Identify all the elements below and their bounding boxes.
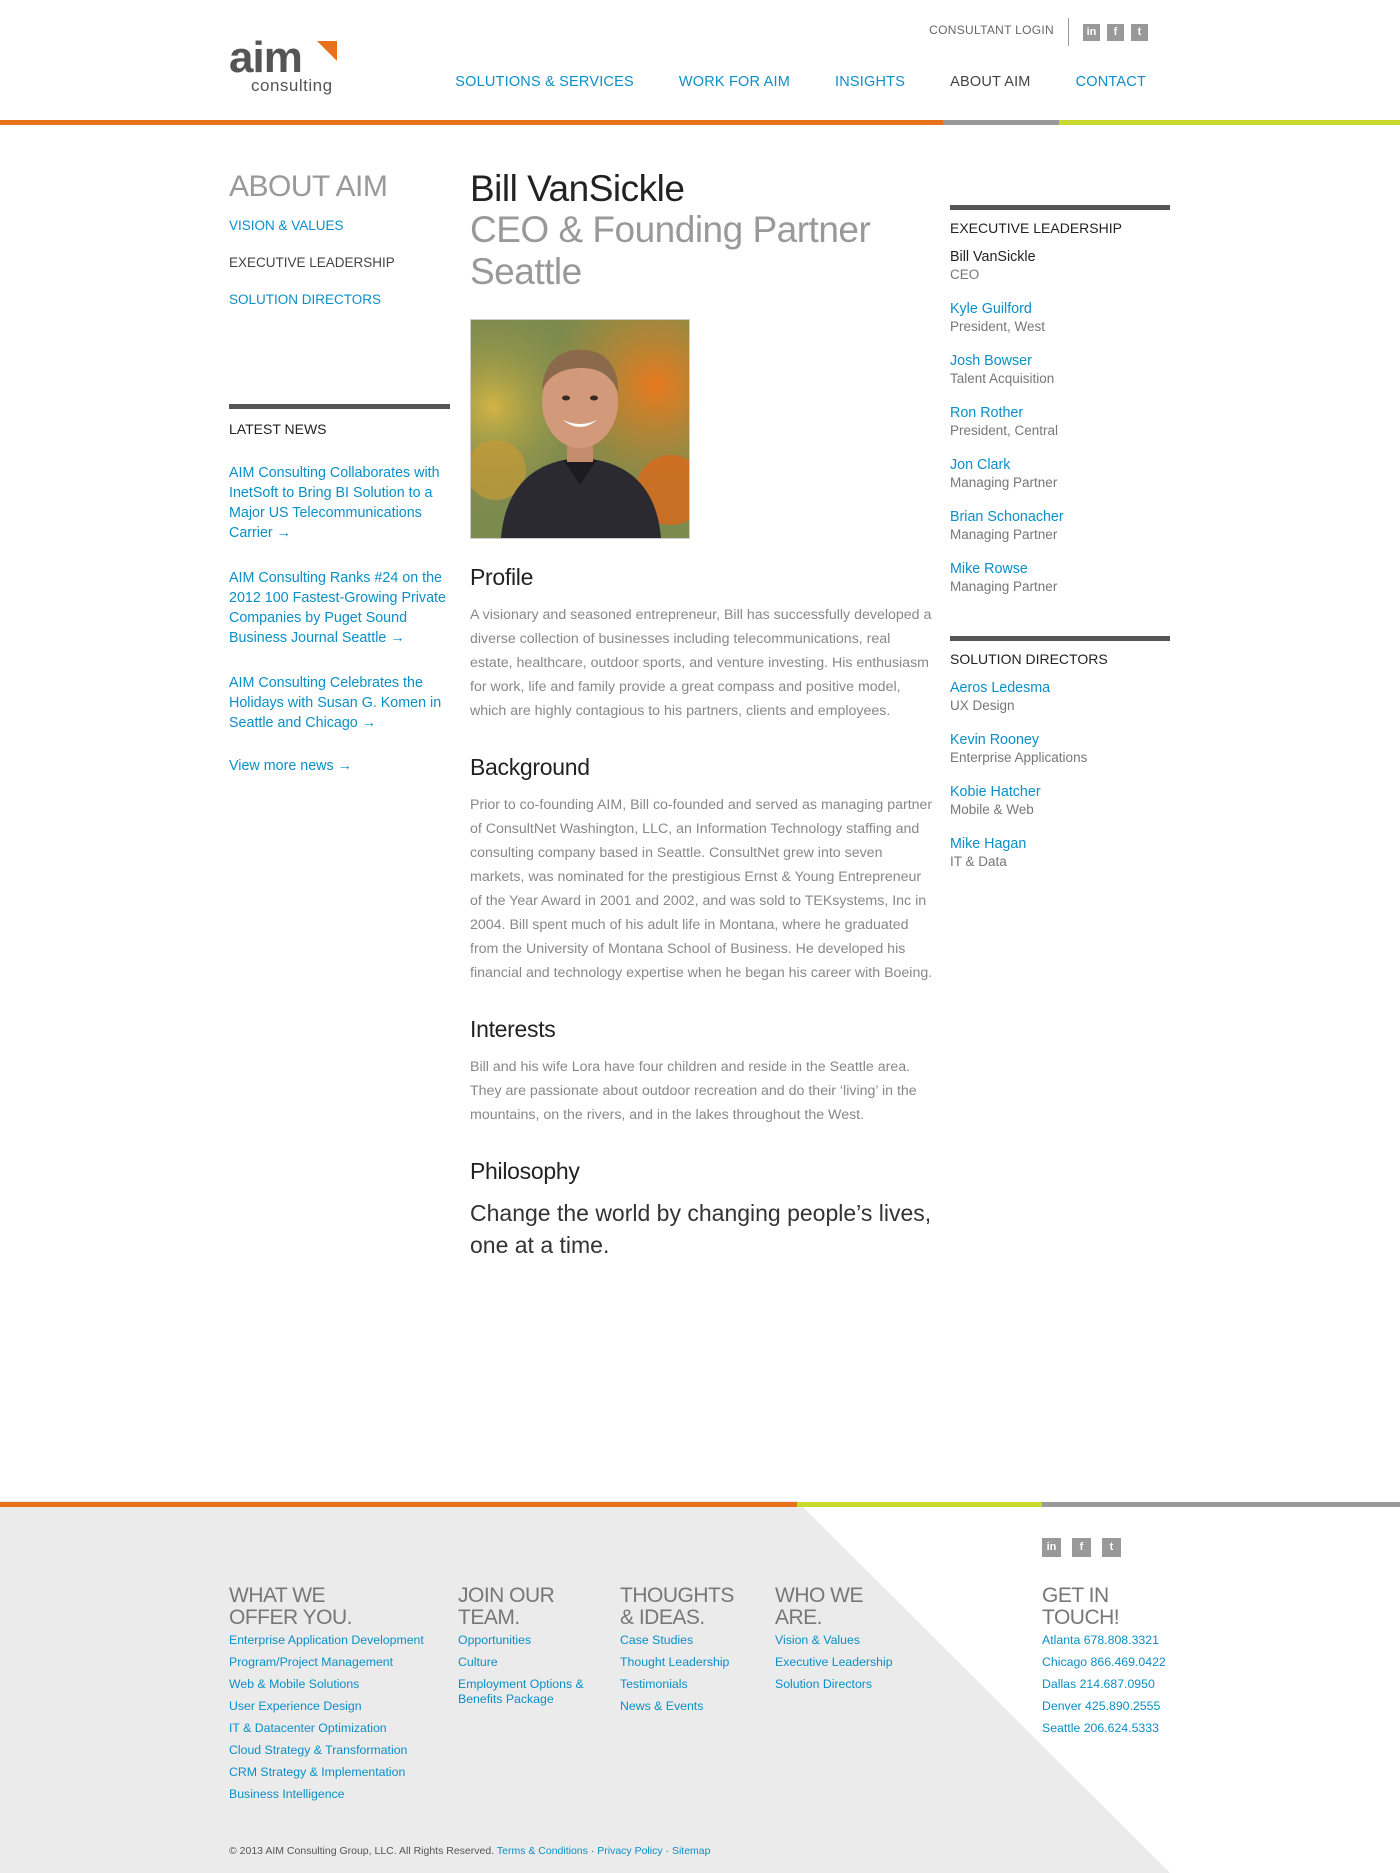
footer-heading-line: TEAM.	[458, 1606, 520, 1629]
footer-heading-line: & IDEAS.	[620, 1606, 705, 1629]
footer-heading	[620, 1585, 760, 1629]
footer-heading	[775, 1585, 915, 1629]
nav-about-aim[interactable]: ABOUT AIM	[950, 74, 1031, 90]
nav-insights[interactable]: INSIGHTS	[835, 74, 906, 90]
footer-link[interactable]: Cloud Strategy & Transformation	[229, 1743, 408, 1757]
list-item	[950, 300, 1170, 336]
footer-phone-link[interactable]: Seattle 206.624.5333	[1042, 1721, 1159, 1735]
aim-logo[interactable]	[229, 33, 339, 96]
footer-link[interactable]: Employment Options & Benefits Package	[458, 1677, 584, 1706]
profile-text: A visionary and seasoned entrepreneur, Bill has successfully developed a diverse collection of businesses including telecommunications, real estate, healthcare, outdoor sports, and venture investing. His enthusiasm for work, life and family provide a great compass and positive model, which are highly contagious to his partners, clients and employees.	[470, 607, 932, 719]
footer-link[interactable]: Executive Leadership	[775, 1655, 893, 1669]
solution-directors-heading: SOLUTION DIRECTORS	[950, 651, 1108, 667]
copyright-text: © 2013 AIM Consulting Group, LLC. All Rights Reserved.	[229, 1845, 495, 1857]
exec-role: Managing Partner	[950, 527, 1058, 542]
header-social-links	[1083, 24, 1148, 41]
footer-link[interactable]: Business Intelligence	[229, 1787, 345, 1801]
director-name[interactable]: Mike Hagan	[950, 836, 1027, 852]
footer-bar-orange	[0, 1502, 797, 1507]
footer-heading	[458, 1585, 598, 1629]
footer-link[interactable]: Enterprise Application Development	[229, 1633, 424, 1647]
news-item[interactable]: AIM Consulting Collaborates with InetSoft to Bring BI Solution to a Major US Telecommunications Carrier →	[229, 465, 440, 541]
footer-phone-link[interactable]: Denver 425.890.2555	[1042, 1699, 1161, 1713]
exec-role: President, West	[950, 319, 1046, 334]
footer-heading-line: WHAT WE	[229, 1584, 326, 1607]
philosophy-heading: Philosophy	[470, 1158, 580, 1184]
exec-name[interactable]: Josh Bowser	[950, 353, 1032, 369]
footer-heading-line: TOUCH!	[1042, 1606, 1120, 1629]
background-text: Prior to co-founding AIM, Bill co-founded and served as managing partner of ConsultNet Washington, LLC, an Information Technology staffing and consulting company based in Seattle. ConsultNet grew into seven markets, was nominated for the prestigious Ernst & Young Entrepreneur of the Year Award in 2001 and 2002, and was sold to TEKsystems, Inc in 2004. Bill spent much of his adult life in Montana, where he graduated from the University of Montana School of Business. He developed his financial and technology expertise when he began his career with Boeing.	[470, 797, 933, 981]
list-item	[950, 679, 1170, 715]
latest-news-heading: LATEST NEWS	[229, 421, 327, 437]
list-item	[950, 456, 1170, 492]
interests-heading: Interests	[470, 1016, 556, 1042]
executive-leadership-list	[950, 205, 1170, 596]
footer-heading-line: OFFER YOU.	[229, 1606, 352, 1629]
list-item	[950, 508, 1170, 544]
nav-solutions-services[interactable]: SOLUTIONS & SERVICES	[455, 74, 634, 90]
footer-phone-link[interactable]: Chicago 866.469.0422	[1042, 1655, 1166, 1669]
footer-col-thoughts	[620, 1585, 760, 1721]
footer-link[interactable]: CRM Strategy & Implementation	[229, 1765, 406, 1779]
twitter-icon[interactable]: t	[1131, 24, 1148, 41]
exec-name[interactable]: Ron Rother	[950, 405, 1024, 421]
logo-word: aim	[229, 33, 302, 82]
director-role: UX Design	[950, 698, 1015, 713]
background-heading: Background	[470, 754, 590, 780]
philosophy-quote: Change the world by changing people’s lives, one at a time.	[470, 1200, 932, 1258]
footer-heading	[1042, 1585, 1182, 1629]
footer-link[interactable]: Culture	[458, 1655, 498, 1669]
news-item[interactable]: AIM Consulting Celebrates the Holidays with Susan G. Komen in Seattle and Chicago →	[229, 675, 442, 731]
exec-name[interactable]: Brian Schonacher	[950, 509, 1064, 525]
footer-link[interactable]: User Experience Design	[229, 1699, 362, 1713]
subnav-solution-directors[interactable]: SOLUTION DIRECTORS	[229, 292, 382, 307]
list-item	[950, 731, 1170, 767]
copyright: © 2013 AIM Consulting Group, LLC. All Rights Reserved. Terms & Conditions · Privacy Policy · Sitemap	[229, 1845, 711, 1857]
twitter-icon[interactable]: t	[1102, 1538, 1121, 1557]
footer-link[interactable]: Solution Directors	[775, 1677, 873, 1691]
exec-role: Managing Partner	[950, 475, 1058, 490]
director-name[interactable]: Kobie Hatcher	[950, 784, 1041, 800]
view-more-news-link[interactable]: View more news →	[229, 758, 352, 774]
exec-name[interactable]: Jon Clark	[950, 457, 1011, 473]
linkedin-icon[interactable]: in	[1042, 1538, 1061, 1557]
director-role: Enterprise Applications	[950, 750, 1088, 765]
footer-col-who	[775, 1585, 915, 1699]
leadership-sidebar	[950, 205, 1170, 887]
section-title: ABOUT AIM	[229, 170, 388, 203]
footer-heading-line: GET IN	[1042, 1584, 1109, 1607]
about-sidebar	[229, 170, 450, 329]
footer-heading-line: JOIN OUR	[458, 1584, 555, 1607]
footer-link[interactable]: News & Events	[620, 1699, 704, 1713]
exec-name[interactable]: Mike Rowse	[950, 561, 1028, 577]
subnav-vision-values[interactable]: VISION & VALUES	[229, 218, 344, 233]
exec-role: CEO	[950, 267, 980, 282]
footer-link[interactable]: Thought Leadership	[620, 1655, 730, 1669]
person-title: CEO & Founding Partner	[470, 209, 871, 250]
profile-bio	[470, 564, 935, 1261]
utility-bar	[929, 18, 1148, 46]
footer-heading-line: WHO WE	[775, 1584, 863, 1607]
footer-link[interactable]: Vision & Values	[775, 1633, 860, 1647]
exec-name[interactable]: Bill VanSickle	[950, 249, 1036, 265]
exec-role: President, Central	[950, 423, 1059, 438]
footer-col-contact	[1042, 1585, 1182, 1743]
person-city: Seattle	[470, 251, 582, 292]
header-bar-lime	[1059, 120, 1400, 125]
privacy-link[interactable]: Privacy Policy	[597, 1845, 663, 1857]
list-item	[950, 835, 1170, 871]
list-item	[950, 404, 1170, 440]
director-role: Mobile & Web	[950, 802, 1034, 817]
person-name: Bill VanSickle	[470, 168, 685, 209]
about-subnav	[229, 218, 450, 308]
logo-triangle-icon	[317, 41, 337, 61]
footer-link[interactable]: Web & Mobile Solutions	[229, 1677, 360, 1691]
exec-name[interactable]: Kyle Guilford	[950, 301, 1032, 317]
main-nav	[410, 74, 1146, 90]
terms-link[interactable]: Terms & Conditions	[496, 1845, 588, 1857]
list-item	[950, 783, 1170, 819]
consultant-login-link[interactable]: CONSULTANT LOGIN	[929, 18, 1069, 46]
person-photo	[470, 319, 690, 539]
footer-link[interactable]: IT & Datacenter Optimization	[229, 1721, 387, 1735]
director-name[interactable]: Kevin Rooney	[950, 732, 1040, 748]
footer-bar-lime	[797, 1502, 1042, 1507]
facebook-icon[interactable]: f	[1072, 1538, 1091, 1557]
nav-work-for-aim[interactable]: WORK FOR AIM	[678, 74, 790, 90]
interests-text: Bill and his wife Lora have four children and reside in the Seattle area. They are passionate about outdoor recreation and do their ‘living’ in the mountains, on the rivers, and in the lakes throughout the West.	[470, 1059, 917, 1123]
latest-news	[229, 404, 450, 774]
list-item	[950, 560, 1170, 596]
site-header	[0, 0, 1400, 126]
footer-link[interactable]: Program/Project Management	[229, 1655, 394, 1669]
footer-phone-link[interactable]: Atlanta 678.808.3321	[1042, 1633, 1159, 1647]
footer-phone-link[interactable]: Dallas 214.687.0950	[1042, 1677, 1155, 1691]
profile-main	[470, 168, 933, 1258]
exec-role: Managing Partner	[950, 579, 1058, 594]
director-name[interactable]: Aeros Ledesma	[950, 680, 1051, 696]
executive-leadership-heading: EXECUTIVE LEADERSHIP	[950, 220, 1122, 236]
footer-heading-line: THOUGHTS	[620, 1584, 734, 1607]
profile-heading: Profile	[470, 564, 534, 590]
list-item	[950, 352, 1170, 388]
facebook-icon[interactable]: f	[1107, 24, 1124, 41]
sitemap-link[interactable]: Sitemap	[671, 1845, 711, 1857]
site-footer	[0, 1501, 1400, 1873]
footer-col-team	[458, 1585, 598, 1714]
subnav-executive-leadership[interactable]: EXECUTIVE LEADERSHIP	[229, 255, 395, 270]
exec-role: Talent Acquisition	[950, 371, 1055, 386]
news-item[interactable]: AIM Consulting Ranks #24 on the 2012 100 Fastest-Growing Private Companies by Puget Sound Business Journal Seattle →	[229, 570, 446, 646]
footer-col-offer	[229, 1585, 429, 1809]
footer-heading	[229, 1585, 429, 1629]
header-bar-orange	[0, 120, 943, 125]
footer-bar-gray	[1042, 1502, 1400, 1507]
list-item	[950, 248, 1170, 284]
nav-contact[interactable]: CONTACT	[1075, 74, 1146, 90]
linkedin-icon[interactable]: in	[1083, 24, 1100, 41]
footer-link[interactable]: Testimonials	[620, 1677, 688, 1691]
logo-subtitle: consulting	[251, 76, 333, 95]
footer-social-links	[1042, 1538, 1121, 1557]
solution-directors-list	[950, 636, 1170, 871]
header-bar-gray	[943, 120, 1059, 125]
footer-link[interactable]: Case Studies	[620, 1633, 694, 1647]
director-role: IT & Data	[950, 854, 1007, 869]
footer-heading-line: ARE.	[775, 1606, 823, 1629]
footer-link[interactable]: Opportunities	[458, 1633, 532, 1647]
